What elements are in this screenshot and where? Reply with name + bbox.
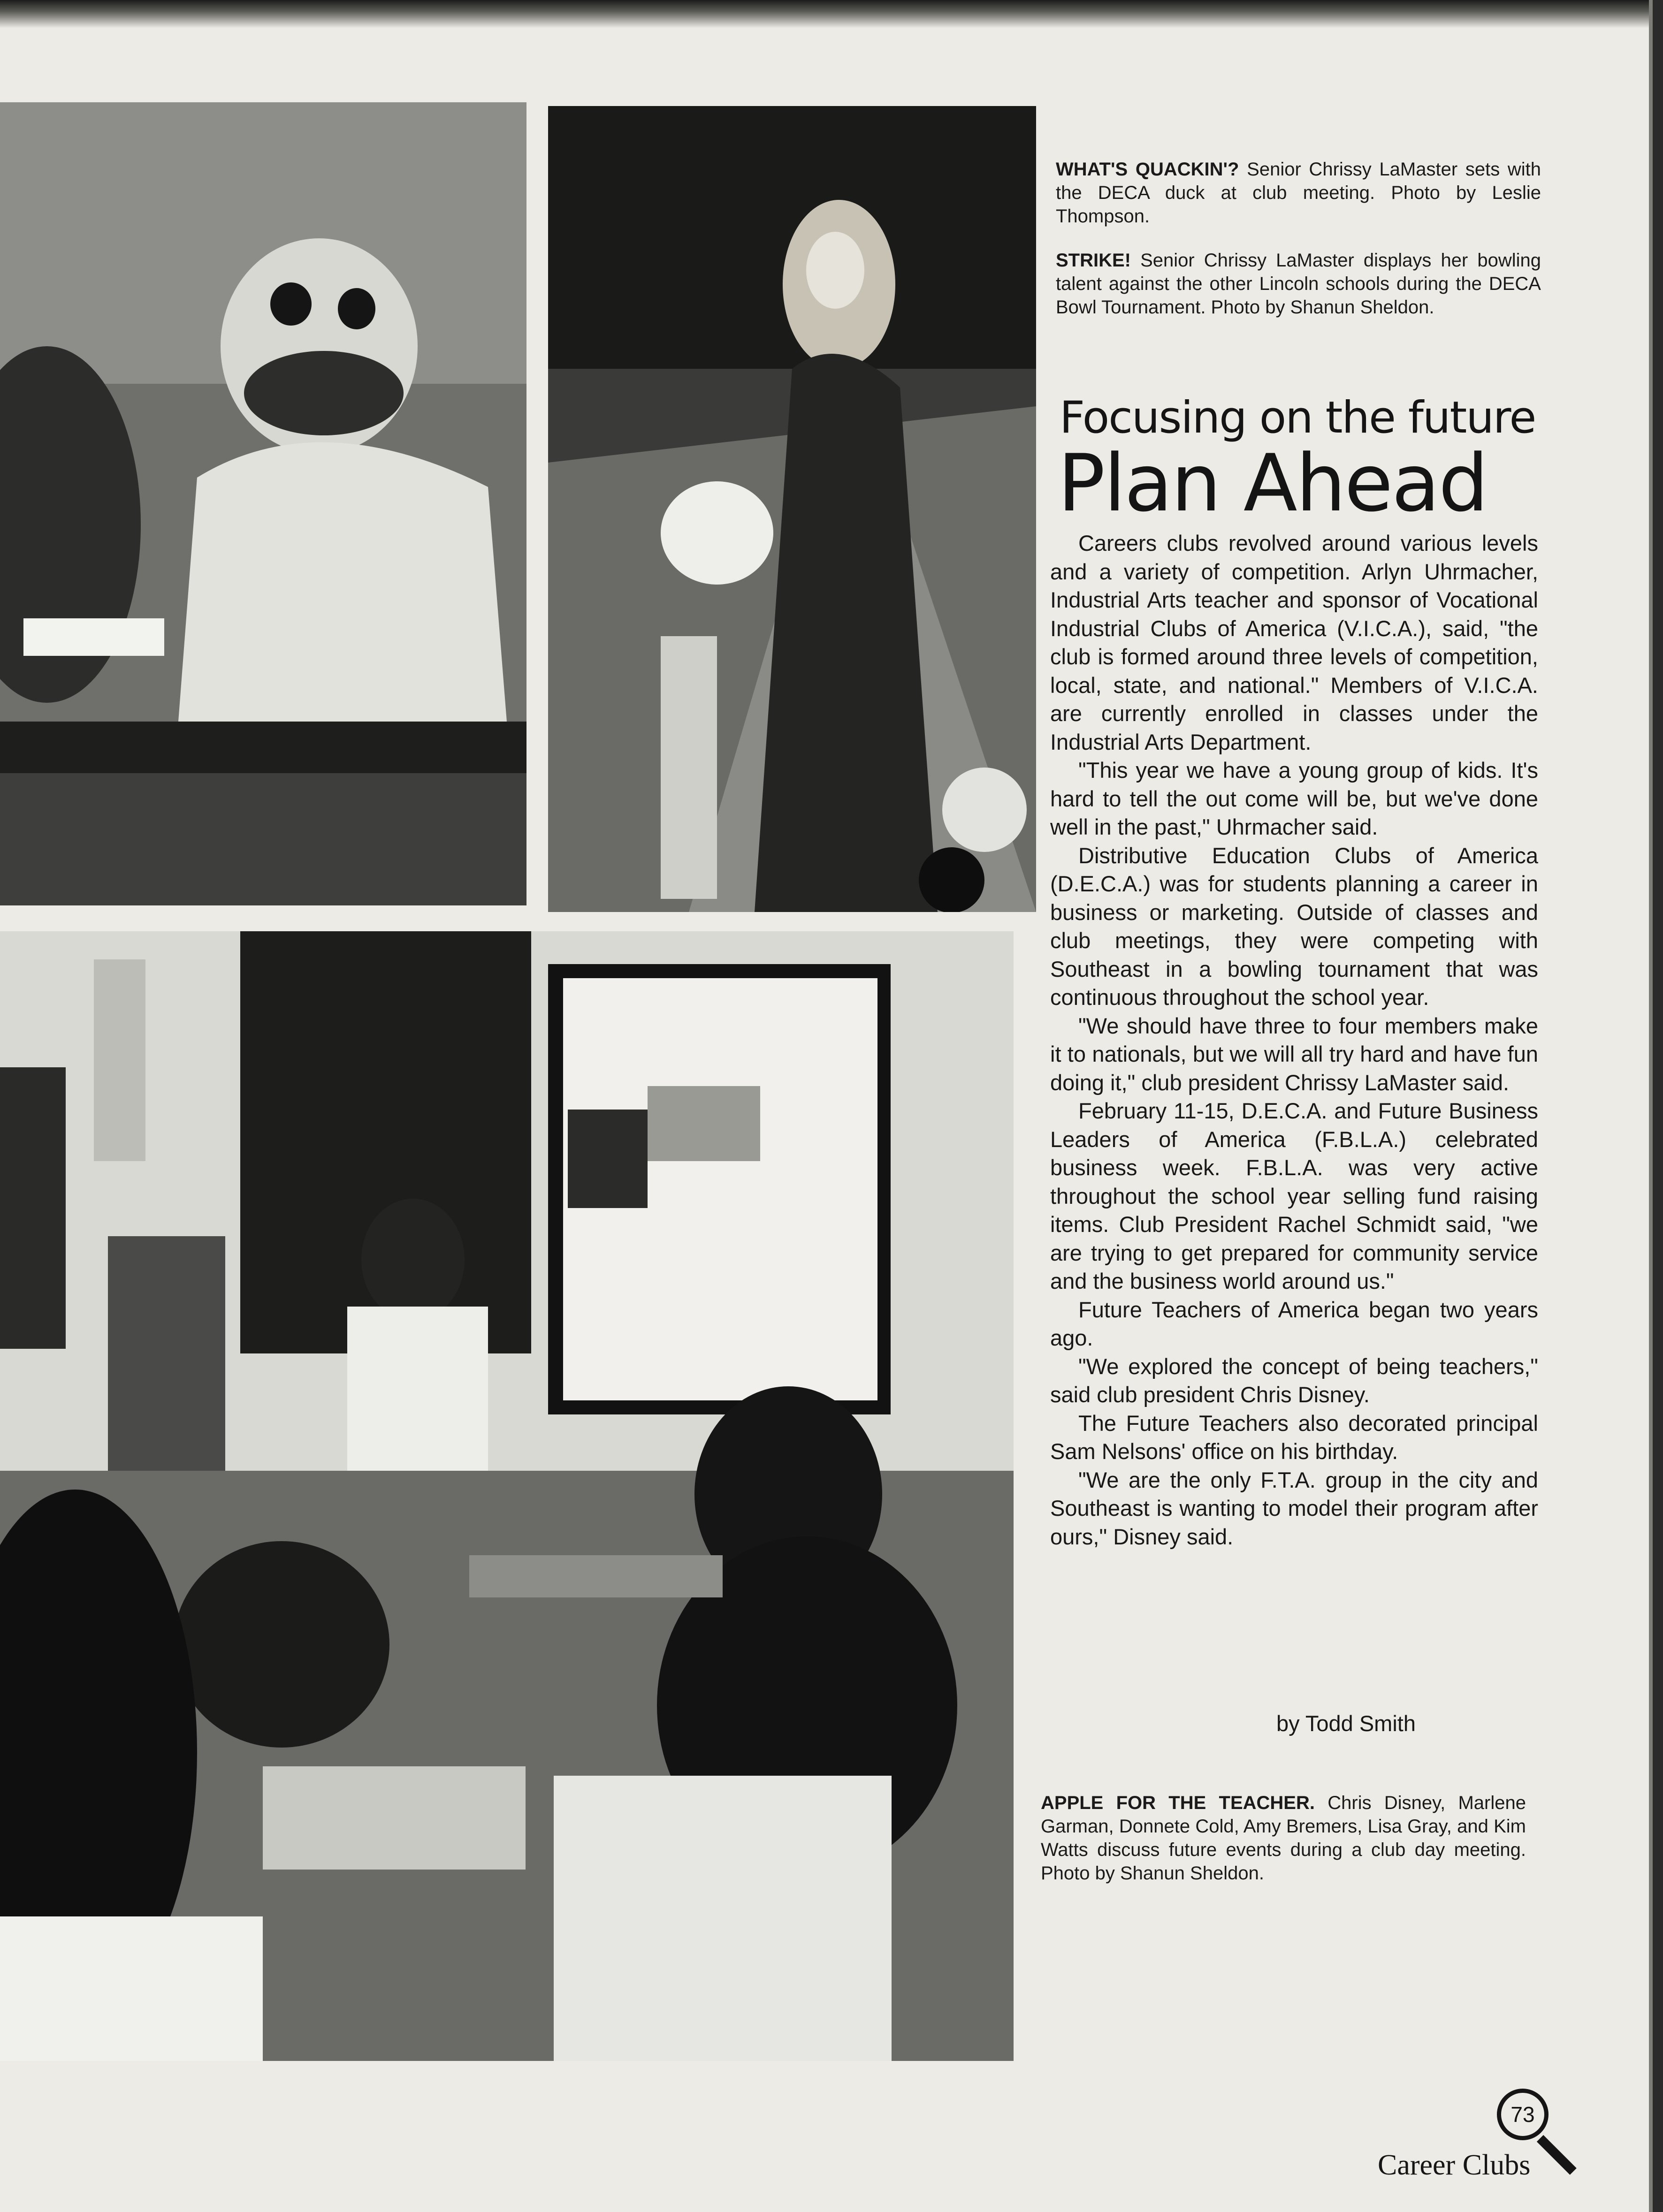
caption-apple-for-the-teacher <box>1041 1791 1526 1885</box>
headline-title: Plan Ahead <box>1058 437 1488 529</box>
story-byline: by Todd Smith <box>1276 1711 1416 1736</box>
section-title: Career Clubs <box>1378 2149 1531 2181</box>
binding-edge <box>1653 0 1663 2212</box>
caption-lead: APPLE FOR THE TEACHER. <box>1041 1793 1315 1813</box>
story-paragraph: Careers clubs revolved around various levels and a variety of competition. Arlyn Uhrmacher, Industrial Arts teacher and sponsor of Vocational Industrial Clubs of America (V.I.C.A.), said, "the club is formed around three levels of competition, local, state, and national." Members of V.I.C.A. are currently enrolled in classes under the Industrial Arts Department. <box>1050 531 1538 754</box>
photo-classroom <box>0 931 1014 2061</box>
caption-text: Senior Chrissy LaMaster displays her bowling talent against the other Lincoln schools during the DECA Bowl Tournament. Photo by Shanun Sheldon. <box>1056 250 1541 318</box>
headline-kicker: Focusing on the future <box>1060 392 1536 443</box>
story-paragraph: "We are the only F.T.A. group in the city and Southeast is wanting to model their program after ours," Disney said. <box>1050 1467 1538 1549</box>
story-paragraph: The Future Teachers also decorated principal Sam Nelsons' office on his birthday. <box>1050 1410 1538 1464</box>
story-paragraph: "We should have three to four members make it to nationals, but we will all try hard and have fun doing it," club president Chrissy LaMaster said. <box>1050 1013 1538 1095</box>
caption-lead: WHAT'S QUACKIN'? <box>1056 159 1239 180</box>
page-number: 73 <box>1510 2102 1535 2127</box>
caption-text: Chris Disney, Marlene Garman, Donnete Cold, Amy Bremers, Lisa Gray, and Kim Watts discuss future events during a club day meeting. Photo by Shanun Sheldon. <box>1041 1793 1526 1884</box>
page-number-magnifier <box>1497 2089 1549 2140</box>
caption-lead: STRIKE! <box>1056 250 1131 271</box>
story-body <box>1050 529 1538 1551</box>
magnifier-handle-icon <box>1537 2135 1577 2175</box>
story-paragraph: Distributive Education Clubs of America (D.E.C.A.) was for students planning a career in business or marketing. Outside of classes and club meetings, they were competing with Southeast in a bowling tournament that was continuous throughout the school year. <box>1050 843 1538 1010</box>
caption-strike <box>1056 249 1541 319</box>
story-paragraph: Future Teachers of America began two years ago. <box>1050 1297 1538 1350</box>
photo-bowling <box>548 106 1036 912</box>
photo-deca-duck <box>0 102 526 905</box>
page-top-shadow <box>0 0 1663 28</box>
caption-text: Senior Chrissy LaMaster sets with the DECA duck at club meeting. Photo by Leslie Thompson. <box>1056 159 1541 227</box>
story-paragraph: February 11-15, D.E.C.A. and Future Business Leaders of America (F.B.L.A.) celebrated business week. F.B.L.A. was very active throughout the school year selling fund raising items. Club President Rachel Schmidt said, "we are trying to get prepared for community service and the business world around us." <box>1050 1098 1538 1293</box>
binding-edge-light <box>1649 0 1653 2212</box>
story-paragraph: "We explored the concept of being teachers," said club president Chris Disney. <box>1050 1353 1538 1407</box>
caption-whats-quackin <box>1056 158 1541 228</box>
story-paragraph: "This year we have a young group of kids. It's hard to tell the out come will be, but we've done well in the past," Uhrmacher said. <box>1050 758 1538 839</box>
